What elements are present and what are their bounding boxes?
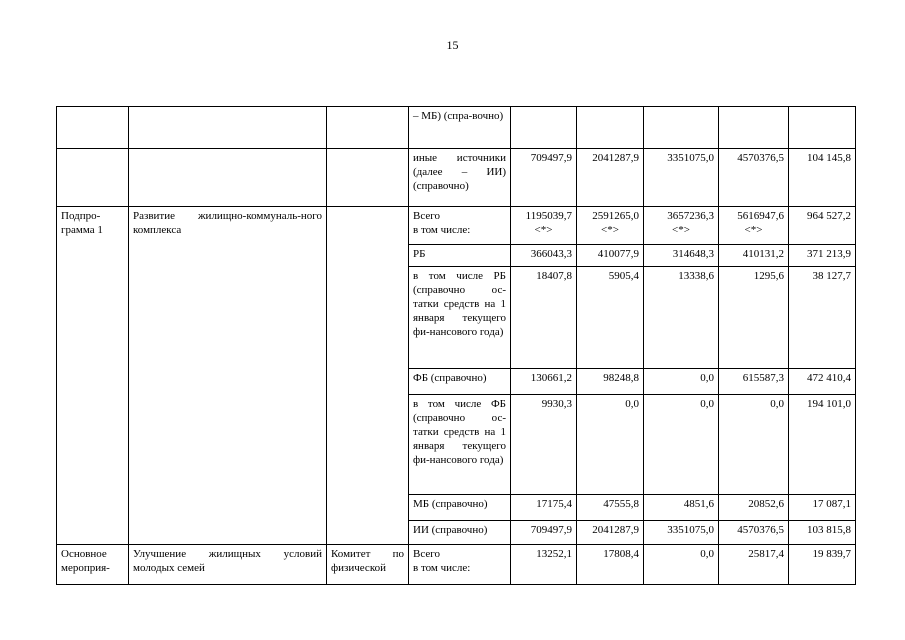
main-event-executor: Комитет по физической [327, 545, 409, 585]
value-cell: 366043,3 [511, 245, 577, 267]
value-cell: 0,0 [644, 395, 719, 495]
source-subtotal-label: в том числе: [413, 562, 471, 574]
value-cell: 130661,2 [511, 369, 577, 395]
value-cell [789, 107, 856, 149]
value: 3657236,3 [667, 210, 714, 222]
value-note: <*> [534, 224, 553, 236]
value-cell: 2041287,9 [577, 521, 644, 545]
value-cell: 4570376,5 [719, 149, 789, 207]
value-cell [644, 207, 719, 245]
value-cell [577, 107, 644, 149]
value-cell [511, 207, 577, 245]
value-cell [719, 207, 789, 245]
value-cell: 964 527,2 [789, 207, 856, 245]
value-cell: 709497,9 [511, 149, 577, 207]
value-cell: 9930,3 [511, 395, 577, 495]
value: 2591265,0 [592, 210, 639, 222]
source-subtotal-label: в том числе: [413, 224, 471, 236]
table-row [57, 545, 856, 585]
value-cell: 615587,3 [719, 369, 789, 395]
subprogram-executor [327, 207, 409, 545]
value-cell: 371 213,9 [789, 245, 856, 267]
value-cell: 20852,6 [719, 495, 789, 521]
status-cell [57, 149, 129, 207]
value-cell: 3351075,0 [644, 521, 719, 545]
value-cell: 709497,9 [511, 521, 577, 545]
value-cell [644, 107, 719, 149]
executor-cell [327, 107, 409, 149]
value-cell: 47555,8 [577, 495, 644, 521]
value-cell: 5905,4 [577, 267, 644, 369]
value-cell: 194 101,0 [789, 395, 856, 495]
name-cell [129, 107, 327, 149]
value-cell: 19 839,7 [789, 545, 856, 585]
value-cell: 4851,6 [644, 495, 719, 521]
value-cell: 0,0 [577, 395, 644, 495]
source-cell: иные источники (далее – ИИ) (справочно) [409, 149, 511, 207]
value-cell: 17 087,1 [789, 495, 856, 521]
source-cell [409, 207, 511, 245]
source-total-label: Всего [413, 210, 440, 222]
value-note: <*> [672, 224, 690, 236]
source-cell: ИИ (справочно) [409, 521, 511, 545]
source-cell: РБ [409, 245, 511, 267]
value-cell: 103 815,8 [789, 521, 856, 545]
value-cell: 314648,3 [644, 245, 719, 267]
value-cell: 410131,2 [719, 245, 789, 267]
value-cell: 472 410,4 [789, 369, 856, 395]
value-cell: 410077,9 [577, 245, 644, 267]
value-cell: 17808,4 [577, 545, 644, 585]
name-cell [129, 149, 327, 207]
value-cell: 104 145,8 [789, 149, 856, 207]
source-cell: ФБ (справочно) [409, 369, 511, 395]
main-event-status: Основное мероприя- [57, 545, 129, 585]
source-total-label: Всего [413, 548, 440, 560]
value-note: <*> [601, 224, 619, 236]
value-cell: 13252,1 [511, 545, 577, 585]
value-cell [577, 207, 644, 245]
value-cell: 4570376,5 [719, 521, 789, 545]
value: 1195039,7 [525, 210, 572, 222]
value-cell: 18407,8 [511, 267, 577, 369]
value-cell: 13338,6 [644, 267, 719, 369]
value-cell [511, 107, 577, 149]
source-cell: – МБ) (спра-вочно) [409, 107, 511, 149]
executor-cell [327, 149, 409, 207]
value-cell: 3351075,0 [644, 149, 719, 207]
source-cell: в том числе ФБ (справочно ос-татки средств на 1 января текущего фи-нансового года) [409, 395, 511, 495]
subprogram-name: Развитие жилищно-коммуналь-ного комплекса [129, 207, 327, 545]
value-cell: 2041287,9 [577, 149, 644, 207]
source-cell: в том числе РБ (справочно ос-татки средств на 1 января текущего фи-нансового года) [409, 267, 511, 369]
value-cell [719, 107, 789, 149]
value-cell: 0,0 [719, 395, 789, 495]
page-number: 15 [446, 38, 459, 52]
value-cell: 0,0 [644, 545, 719, 585]
source-cell [409, 545, 511, 585]
table-row [57, 149, 856, 207]
table-row [57, 107, 856, 149]
main-event-name: Улучшение жилищных условий молодых семей [129, 545, 327, 585]
value-cell: 1295,6 [719, 267, 789, 369]
value-cell: 25817,4 [719, 545, 789, 585]
value: 5616947,6 [737, 210, 784, 222]
value-cell: 17175,4 [511, 495, 577, 521]
budget-table [56, 106, 856, 585]
value-cell: 98248,8 [577, 369, 644, 395]
table-row [57, 207, 856, 245]
value-note: <*> [744, 224, 763, 236]
source-cell: МБ (справочно) [409, 495, 511, 521]
status-cell [57, 107, 129, 149]
value-cell: 38 127,7 [789, 267, 856, 369]
value-cell: 0,0 [644, 369, 719, 395]
subprogram-status: Подпро-грамма 1 [57, 207, 129, 545]
